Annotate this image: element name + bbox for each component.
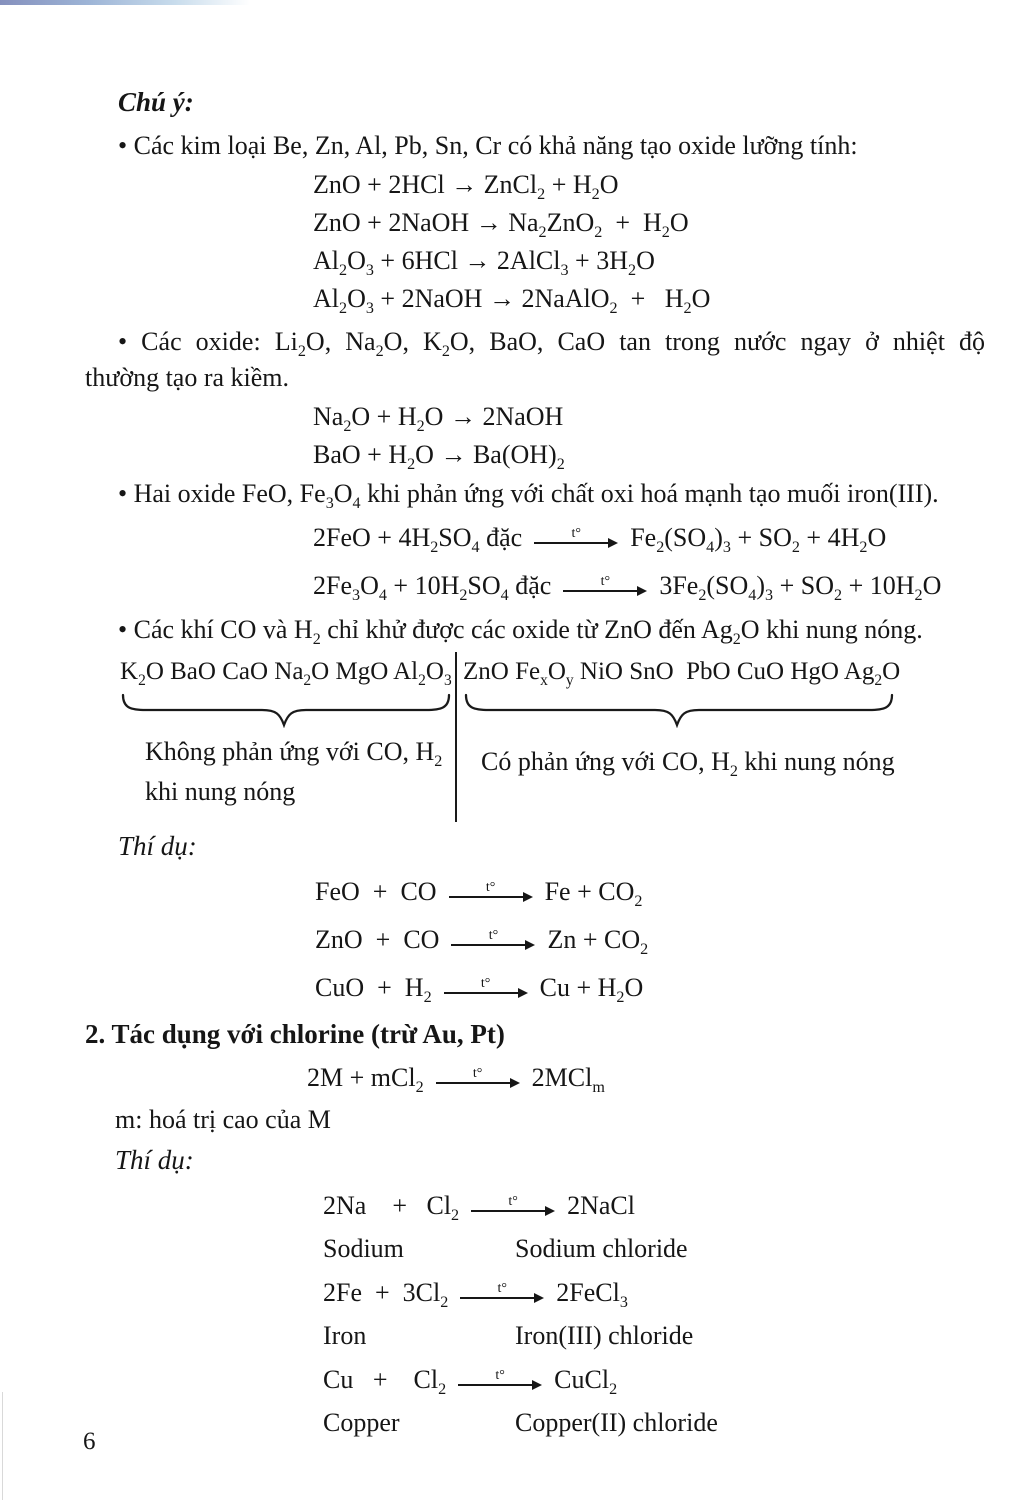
page-number: 6 <box>83 1428 96 1455</box>
reaction-arrow-icon: t° <box>458 1367 542 1393</box>
scan-left-edge-line <box>2 1392 3 1500</box>
equation-row <box>315 964 985 1012</box>
example-heading-1: Thí dụ: <box>118 831 197 861</box>
equation-lhs: $2FeO + 4H_2SO_4$ đặc <box>313 523 523 557</box>
equation-row <box>315 916 985 964</box>
equation-rhs: 2FeCl$_3$ <box>556 1278 628 1312</box>
oxide-classification-diagram <box>85 652 985 822</box>
reaction-arrow-icon: t° <box>451 927 535 953</box>
equation-lhs: $2Fe + 3Cl_2$ <box>323 1278 449 1312</box>
equation-list-oxide-water <box>313 398 985 474</box>
equation-rhs: 2NaCl <box>567 1191 635 1220</box>
reactive-label: Có phản ứng với CO, $H_2$ khi nung nóng <box>481 747 895 781</box>
bullet-soluble-oxides-line2: thường tạo ra kiềm. <box>85 363 290 392</box>
reactant-name: Iron <box>323 1321 367 1350</box>
product-name: Copper(II) chloride <box>515 1408 718 1437</box>
bullet-amphoteric-metals: • Các kim loại Be, Zn, Al, Pb, Sn, Cr có khả năng tạo oxide lưỡng tính: <box>118 131 858 160</box>
equation-row: $Al_2O_3 + 6HCl$ → 2AlCl$_3$ + $3H_2O$ <box>313 246 655 280</box>
equation-row <box>323 1182 985 1230</box>
equation-row: $Al_2O_3$ + 2NaOH → 2NaAlO$_2$ + $H_2O$ <box>313 284 711 318</box>
non-reactive-oxides-group <box>85 652 457 822</box>
non-reactive-oxides-formulas: $K_2O$ BaO CaO $Na_2O$ MgO $Al_2O_3$ <box>120 658 452 689</box>
equation-lhs: FeO + CO <box>315 877 437 906</box>
scan-edge-artifact <box>0 0 250 5</box>
chlorine-example <box>323 1269 985 1354</box>
product-name: Sodium chloride <box>515 1234 688 1263</box>
equation-row: $Na_2O + H_2O$ → 2NaOH <box>313 402 564 436</box>
reaction-arrow-icon: t° <box>563 573 647 599</box>
non-reactive-label-line1: Không phản ứng với CO, $H_2$ <box>145 737 443 771</box>
equation-lhs: CuO + $H_2$ <box>315 973 432 1007</box>
equation-rhs: $Zn + CO_2$ <box>547 925 649 959</box>
reactive-oxides-formulas: ZnO $Fe_xO_y$ NiO SnO PbO CuO HgO $Ag_2O$ <box>463 658 901 689</box>
equation-rhs: $3Fe_2(SO_4)_3 + SO_2 + 10H_2O$ <box>659 571 942 605</box>
product-name: Iron(III) chloride <box>515 1321 694 1350</box>
substance-names <box>323 1230 985 1267</box>
equation-lhs: $2Fe_3O_4 + 10H_2SO_4$ đặc <box>313 571 552 605</box>
reactant-name: Copper <box>323 1408 400 1437</box>
underbrace-right-icon <box>463 692 895 728</box>
chlorine-example <box>323 1182 985 1267</box>
bullet-co-h2-reduction: • Các khí CO và $H_2$ chỉ khử được các oxide từ ZnO đến $Ag_2O$ khi nung nóng. <box>118 615 923 649</box>
note-heading: Chú ý: <box>118 87 194 117</box>
equation-lhs: Cu + $Cl_2$ <box>323 1365 447 1399</box>
reaction-arrow-icon: t° <box>444 975 528 1001</box>
equation-row <box>313 562 985 610</box>
reactant-name: Sodium <box>323 1234 404 1263</box>
equation-row: BaO + $H_2O \to Ba(OH)_2$ <box>313 440 565 474</box>
equation-lhs: 2Na + $Cl_2$ <box>323 1191 460 1225</box>
reaction-arrow-icon: t° <box>471 1193 555 1219</box>
equation-row: ZnO + 2HCl → ZnCl$_2$ + $H_2O$ <box>313 170 619 204</box>
reaction-arrow-icon: t° <box>436 1065 520 1091</box>
equation-rhs: 2MCl$_m$ <box>531 1063 605 1097</box>
equation-row: ZnO + 2NaOH → $Na_2ZnO_2 + H_2O$ <box>313 208 689 242</box>
equation-row <box>315 868 985 916</box>
equation-row <box>323 1269 985 1317</box>
bullet-iron-oxides: • Hai oxide FeO, $Fe_3O_4$ khi phản ứng với chất oxi hoá mạnh tạo muối iron(III). <box>118 479 939 513</box>
underbrace-left-icon <box>120 692 452 728</box>
reactive-oxides-group <box>457 652 900 822</box>
equation-list-h2so4 <box>313 514 985 610</box>
equation-lhs: ZnO + CO <box>315 925 440 954</box>
substance-names <box>323 1317 985 1354</box>
equation-rhs: CuCl$_2$ <box>554 1365 618 1399</box>
section-2-heading: 2. Tác dụng với chlorine (trừ Au, Pt) <box>85 1019 505 1049</box>
chlorine-examples <box>323 1182 985 1441</box>
reaction-arrow-icon: t° <box>449 879 533 905</box>
equation-lhs: 2M + mCl$_2$ <box>307 1063 424 1097</box>
general-chlorine-equation <box>307 1054 985 1102</box>
equation-rhs: $Fe_2(SO_4)_3 + SO_2 + 4H_2O$ <box>630 523 887 557</box>
equation-rhs: $Cu + H_2O$ <box>539 973 644 1007</box>
substance-names <box>323 1404 985 1441</box>
example-heading-2: Thí dụ: <box>115 1145 194 1175</box>
reaction-arrow-icon: t° <box>534 525 618 551</box>
equation-list-co-reduction <box>315 868 985 1012</box>
valence-note: m: hoá trị cao của M <box>115 1105 331 1134</box>
non-reactive-label-line2: khi nung nóng <box>145 777 296 806</box>
equation-row <box>323 1356 985 1404</box>
chlorine-example <box>323 1356 985 1441</box>
equation-list-amphoteric <box>313 166 985 318</box>
equation-rhs: $Fe + CO_2$ <box>544 877 643 911</box>
bullet-soluble-oxides-line1: • Các oxide: $Li_2O$, $Na_2O$, $K_2O$, BaO, CaO tan trong nước ngay ở nhiệt độ <box>118 327 985 361</box>
equation-row <box>313 514 985 562</box>
reaction-arrow-icon: t° <box>460 1280 544 1306</box>
